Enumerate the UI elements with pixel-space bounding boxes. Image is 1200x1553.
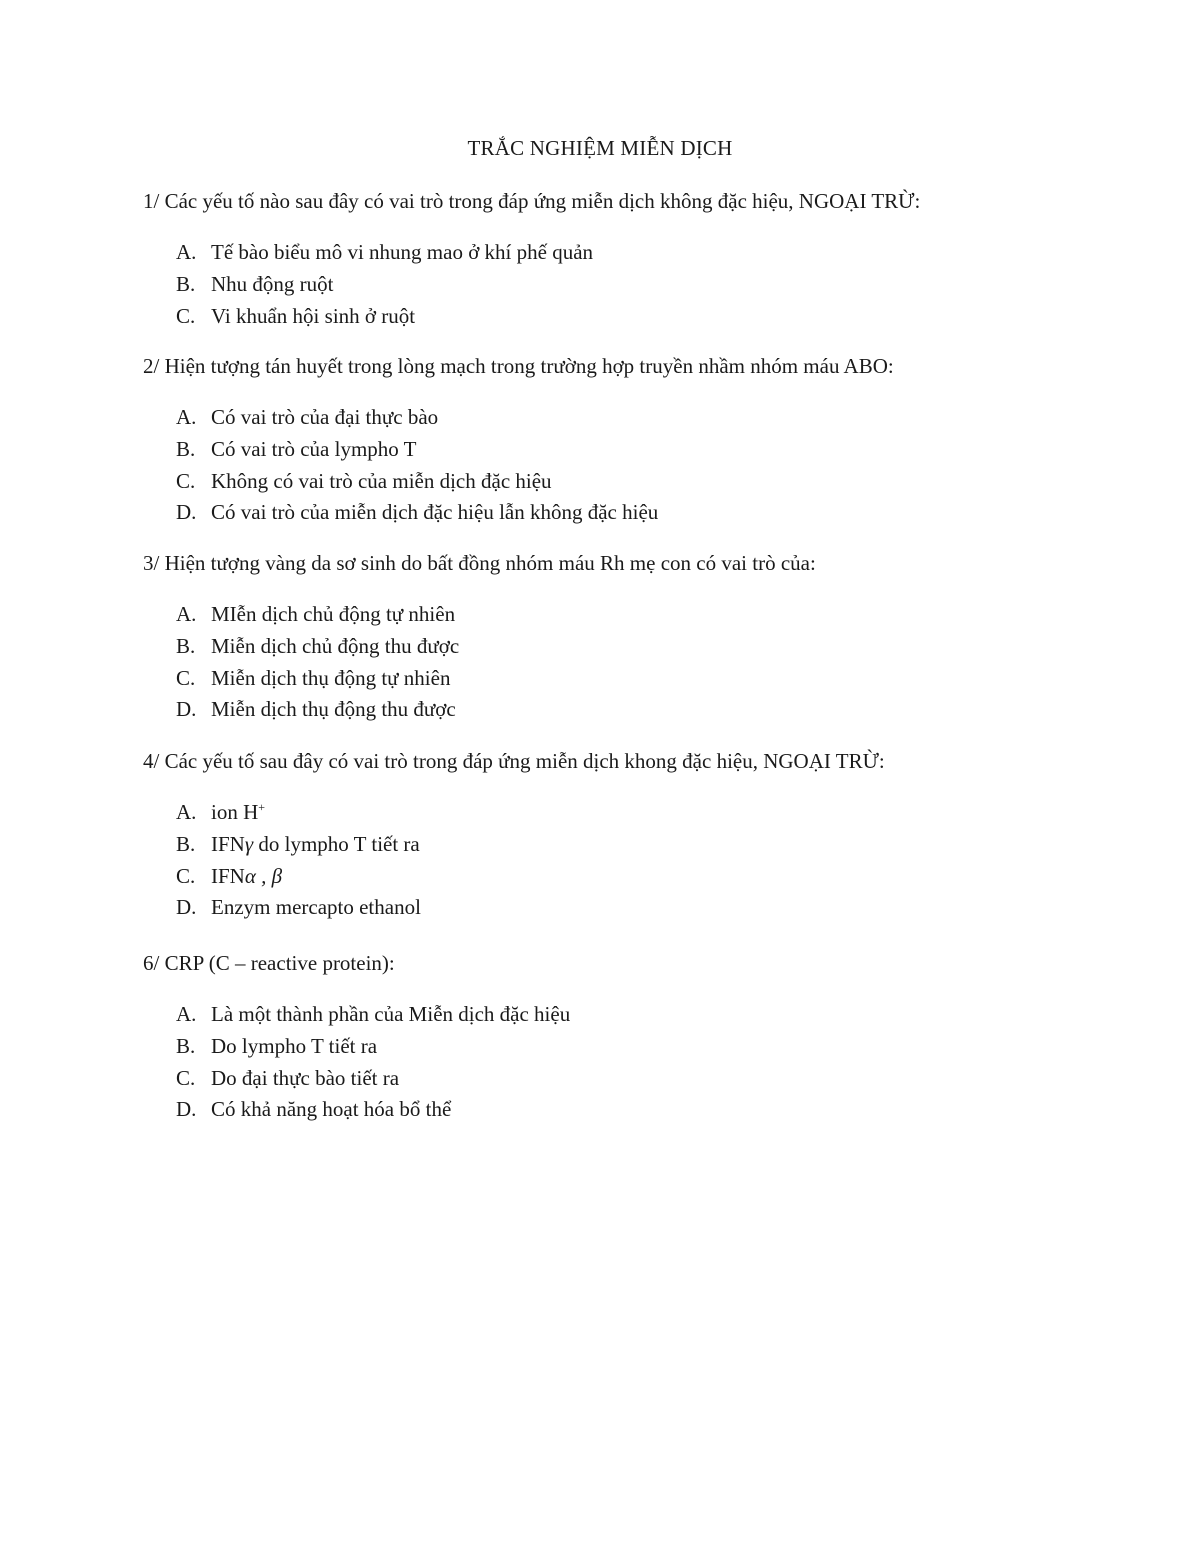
option-text bbox=[211, 861, 282, 893]
option-item bbox=[176, 402, 658, 434]
option-letter: D. bbox=[176, 500, 197, 525]
option-text bbox=[211, 797, 265, 829]
option-item bbox=[176, 269, 593, 301]
option-text-main: IFN bbox=[211, 831, 245, 856]
option-letter: A. bbox=[176, 405, 197, 429]
option-item bbox=[176, 999, 570, 1031]
option-item bbox=[176, 829, 421, 861]
question-2-text: 2/ Hiện tượng tán huyết trong lòng mạch trong trường hợp truyền nhầm nhóm máu ABO: bbox=[143, 354, 894, 378]
option-item bbox=[176, 1031, 570, 1063]
option-text: Không có vai trò của miễn dịch đặc hiệu bbox=[211, 468, 552, 493]
option-item bbox=[176, 301, 593, 333]
option-letter: A. bbox=[176, 1002, 197, 1026]
option-text: Miễn dịch thụ động thu được bbox=[211, 697, 456, 722]
option-item bbox=[176, 1094, 570, 1126]
option-text-main: IFN bbox=[211, 863, 245, 888]
option-text-main: ion H bbox=[211, 800, 259, 824]
option-letter: C. bbox=[176, 665, 196, 690]
math-symbol: γ bbox=[244, 831, 254, 856]
option-item bbox=[176, 797, 421, 829]
option-text: Do đại thực bào tiết ra bbox=[211, 1065, 400, 1090]
option-item bbox=[176, 237, 593, 269]
option-text-after: do lympho T tiết ra bbox=[253, 831, 420, 856]
question-4-text: 4/ Các yếu tố sau đây có vai trò trong đáp ứng miễn dịch khong đặc hiệu, NGOẠI TRỪ: bbox=[143, 749, 885, 773]
math-symbol: α , β bbox=[244, 863, 283, 888]
option-item bbox=[176, 694, 459, 726]
option-letter: B. bbox=[176, 436, 196, 461]
option-text: Tế bào biểu mô vi nhung mao ở khí phế quản bbox=[211, 240, 594, 264]
option-item bbox=[176, 497, 658, 529]
option-text bbox=[211, 829, 420, 861]
option-item bbox=[176, 631, 459, 663]
question-2-options bbox=[176, 402, 658, 529]
option-letter: C. bbox=[176, 1065, 196, 1090]
option-letter: A. bbox=[176, 602, 197, 626]
option-letter: D. bbox=[176, 895, 197, 920]
option-item bbox=[176, 466, 658, 498]
option-letter: C. bbox=[176, 468, 196, 493]
option-text: Vi khuẩn hội sinh ở ruột bbox=[211, 303, 416, 328]
question-6-options bbox=[176, 999, 570, 1126]
option-text: Nhu động ruột bbox=[211, 271, 334, 296]
option-text: Có khả năng hoạt hóa bổ thể bbox=[211, 1097, 452, 1122]
option-text: Miễn dịch chủ động thu được bbox=[211, 633, 460, 658]
option-letter: B. bbox=[176, 831, 196, 856]
option-text: Có vai trò của lympho T bbox=[211, 436, 417, 461]
option-item bbox=[176, 1063, 570, 1095]
option-letter: D. bbox=[176, 697, 197, 722]
option-item bbox=[176, 892, 421, 924]
option-letter: B. bbox=[176, 1033, 196, 1058]
superscript-plus: + bbox=[258, 800, 266, 814]
option-text: Enzym mercapto ethanol bbox=[211, 895, 421, 920]
option-item bbox=[176, 861, 421, 893]
option-text: MIễn dịch chủ động tự nhiên bbox=[211, 602, 456, 626]
question-3-options bbox=[176, 599, 459, 726]
option-letter: C. bbox=[176, 863, 196, 888]
question-1-options bbox=[176, 237, 593, 332]
option-text: Miễn dịch thụ động tự nhiên bbox=[211, 665, 451, 690]
option-letter: D. bbox=[176, 1097, 197, 1122]
question-1-text: 1/ Các yếu tố nào sau đây có vai trò trong đáp ứng miễn dịch không đặc hiệu, NGOẠI TRỪ: bbox=[143, 189, 921, 213]
question-4-options bbox=[176, 797, 421, 924]
option-text: Do lympho T tiết ra bbox=[211, 1033, 378, 1058]
option-item bbox=[176, 599, 459, 631]
option-letter: C. bbox=[176, 303, 196, 328]
option-text: Có vai trò của miễn dịch đặc hiệu lẫn không đặc hiệu bbox=[211, 500, 659, 525]
option-item bbox=[176, 663, 459, 695]
option-text: Là một thành phần của Miễn dịch đặc hiệu bbox=[211, 1002, 571, 1026]
option-letter: A. bbox=[176, 800, 197, 824]
question-6-text: 6/ CRP (C – reactive protein): bbox=[143, 951, 395, 975]
option-letter: B. bbox=[176, 633, 196, 658]
option-letter: B. bbox=[176, 271, 196, 296]
option-text: Có vai trò của đại thực bào bbox=[211, 405, 439, 429]
document-title: TRẮC NGHIỆM MIỄN DỊCH bbox=[467, 136, 733, 160]
option-item bbox=[176, 434, 658, 466]
option-letter: A. bbox=[176, 240, 197, 264]
question-3-text: 3/ Hiện tượng vàng da sơ sinh do bất đồng nhóm máu Rh mẹ con có vai trò của: bbox=[143, 551, 816, 575]
